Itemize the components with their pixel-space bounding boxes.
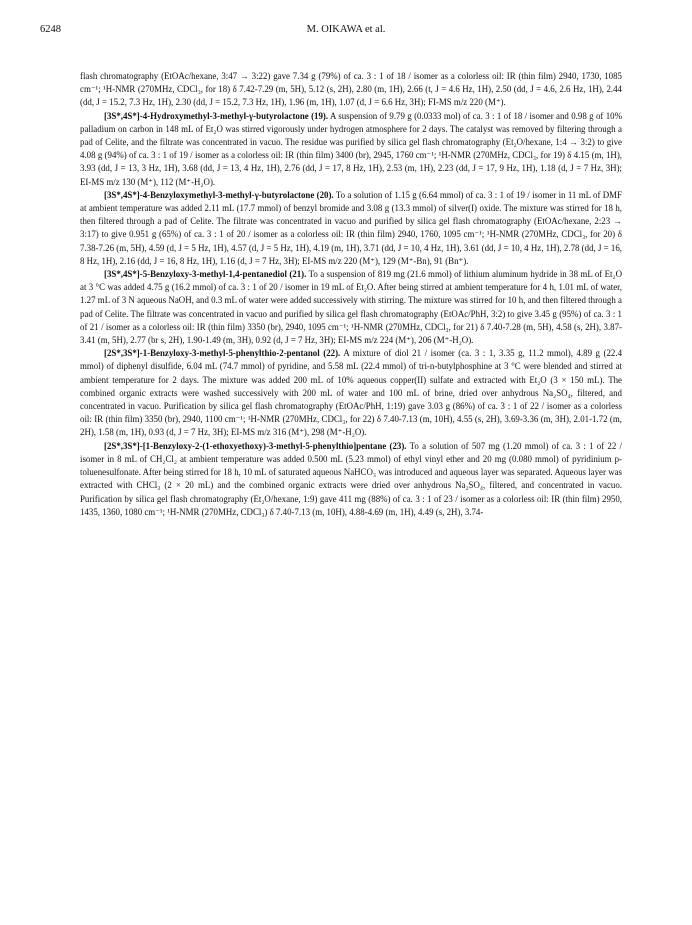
compound-heading: [2S*,3S*]-[1-Benzyloxy-2-(1-ethoxyethoxy)-3-methyl-5-phenylthio]pentane (23). — [104, 440, 407, 451]
paragraph-continuation — [80, 70, 622, 110]
paragraph-text: To a solution of 1.15 g (6.64 mmol) of ca. 3 : 1 of 19 / isomer in 11 mL of DMF at ambient temperature was added 2.11 mL (17.7 mmol) of benzyl bromide and 3.08 g (13.3 mmol) of silver(I) oxide. The mixture was stirred for 18 h, then filtered through a pad of Celite. The filtrate was concentrated in vacuo and purified by silica gel flash chromatography (EtOAc/hexane, 2:23 → 3:17) to give 0.951 g (65%) of ca. 3 : 1 of 20 / isomer as a colorless oil: IR (thin film) 2940, 1760, 1095 cm⁻¹; ¹H-NMR (270MHz, CDCl₃, for 20) δ 7.38-7.26 (m, 5H), 4.59 (d, J = 5 Hz, 1H), 4.57 (d, J = 5 Hz, 1H), 4.19 (m, 1H), 3.71 (dd, J = 10, 4 Hz, 1H), 3.61 (dd, J = 10, 4 Hz, 1H), 2.78 (dd, J = 16, 8 Hz, 1H), 2.16 (dd, J = 16, 8 Hz, 1H), 1.16 (d, J = 7 Hz, 3H); EI-MS m/z 220 (M⁺), 129 (M⁺-Bn), 91 (Bn⁺). — [80, 189, 623, 266]
compound-heading: [3S*,4S*]-4-Hydroxymethyl-3-methyl-γ-butyrolactone (19). — [104, 110, 329, 121]
page-header — [40, 24, 652, 40]
paragraph-text: To a suspension of 819 mg (21.6 mmol) of lithium aluminum hydride in 38 mL of Et₂O at 3 °C was added 4.75 g (16.2 mmol) of ca. 3 : 1 of 20 / isomer in 19 mL of Et₂O. After being stirred at ambient temperature for 4 h, 1.01 mL of water, 1.27 mL of 3 N aqueous NaOH, and 0.3 mL of water were added successively with stirring. The mixture was stirred for 10 h, and then filtered through a pad of Celite. The filtrate was concentrated in vacuo and purified by silica gel flash chromatography (EtOAc/PhH, 3:2) to give 3.45 g (95%) of ca. 3 : 1 of 21 / isomer as a colorless oil: IR (thin film) 3350 (br), 2940, 1095 cm⁻¹; ¹H-NMR (270MHz, CDCl₃, for 21) δ 7.40-7.28 (m, 5H), 4.58 (s, 2H), 3.87-3.41 (m, 5H), 2.77 (br s, 2H), 1.90-1.49 (m, 3H), 0.92 (d, J = 7 Hz, 3H); EI-MS m/z 224 (M⁺), 206 (M⁺-H₂O). — [80, 269, 623, 346]
page-number: 6248 — [40, 24, 61, 35]
paragraph-text: A mixture of diol 21 / isomer (ca. 3 : 1, 3.35 g, 11.2 mmol), 4.89 g (22.4 mmol) of diphenyl disulfide, 6.04 mL (74.7 mmol) of pyridine, and 5.58 mL (22.4 mmol) of tri-n-butylphosphine at 3 °C were blended and stirred at ambient temperature for 2 days. The mixture was added 200 mL of 10% aqueous copper(II) sulfate and extracted with Et₂O (3 × 150 mL). The combined organic extracts were washed successively with 200 mL of water and 100 mL of brine, dried over anhydrous Na₂SO₄, filtered, and concentrated in vacuo. Purification by silica gel flash chromatography (EtOAc/PhH, 1:19) gave 3.03 g (86%) of ca. 3 : 1 of 22 / isomer as a colorless oil: IR (thin film) 3350 (br), 2940, 1100 cm⁻¹; ¹H-NMR (270MHz, CDCl₃, for 22) δ 7.40-7.13 (m, 10H), 4.55 (s, 2H), 3.69-3.36 (m, 3H), 2.01-1.72 (m, 2H), 1.58 (m, 1H), 0.93 (d, J = 7 Hz, 3H); EI-MS m/z 316 (M⁺), 298 (M⁺-H₂O). — [80, 348, 623, 438]
paragraph-text: To a solution of 507 mg (1.20 mmol) of ca. 3 : 1 of 22 / isomer in 8 mL of CH₂Cl₂ at ambient temperature was added 0.500 mL (5.23 mmol) of ethyl vinyl ether and 20 mg (0.080 mmol) of pyridinium p-toluenesulfonate. After being stirred for 18 h, 10 mL of saturated aqueous NaHCO₃ was introduced and aqueous layer was separated. Aqueous layer was extracted with CHCl₃ (2 × 20 mL) and the combined organic extracts were dried over anhydrous Na₂SO₄, filtered, and concentrated in vacuo. Purification by silica gel flash chromatography (Et₂O/hexane, 1:9) gave 411 mg (88%) of ca. 3 : 1 of 23 / isomer as a colorless oil: IR (thin film) 2950, 1435, 1360, 1080 cm⁻¹; ¹H-NMR (270MHz, CDCl₃) δ 7.40-7.13 (m, 10H), 4.88-4.69 (m, 1H), 4.49 (s, 2H), 3.74- — [80, 440, 623, 517]
compound-heading: [2S*,3S*]-1-Benzyloxy-3-methyl-5-phenylthio-2-pentanol (22). — [104, 348, 341, 359]
paragraph-compound-23 — [80, 440, 622, 519]
compound-heading: [3S*,4S*]-4-Benzyloxymethyl-3-methyl-γ-butyrolactone (20). — [104, 189, 334, 200]
running-head: M. OIKAWA et al. — [306, 24, 386, 35]
experimental-section — [80, 70, 622, 519]
paragraph-compound-22 — [80, 347, 622, 439]
paragraph-compound-21 — [80, 268, 622, 347]
paragraph-text: A suspension of 9.79 g (0.0333 mol) of ca. 3 : 1 of 18 / isomer and 0.98 g of 10% palladium on carbon in 148 mL of Et₂O was stirred vigorously under hydrogen atmosphere for 2 days. The catalyst was removed by filtering through a pad of Celite, and the filtrate was concentrated in vacuo. The residue was purified by silica gel flash chromatography (Et₂O/hexane, 1:4 → 3:2) to give 4.08 g (94%) of ca. 3 : 1 of 19 / isomer as a colorless oil: IR (thin film) 3400 (br), 2945, 1760 cm⁻¹; ¹H-NMR (270MHz, CDCl₃, for 19) δ 4.15 (m, 1H), 3.93 (dd, J = 13, 3 Hz, 1H), 3.68 (dd, J = 13, 4 Hz, 1H), 2.76 (dd, J = 17, 8 Hz, 1H), 2.53 (m, 1H), 2.23 (dd, J = 17, 9 Hz, 1H), 1.18 (d, J = 7 Hz, 3H); EI-MS m/z 130 (M⁺), 112 (M⁺-H₂O). — [80, 110, 622, 187]
paragraph-compound-20 — [80, 189, 622, 268]
paragraph-text: flash chromatography (EtOAc/hexane, 3:47 → 3:22) gave 7.34 g (79%) of ca. 3 : 1 of 18 / isomer as a colorless oil: IR (thin film) 2940, 1730, 1085 cm⁻¹; ¹H-NMR (270MHz, CDCl₃, for 18) δ 7.42-7.29 (m, 5H), 5.12 (s, 2H), 2.80 (m, 1H), 2.66 (t, J = 4.6 Hz, 1H), 2.50 (dd, J = 4.6, 2.6 Hz, 1H), 2.44 (dd, J = 15.2, 7.3 Hz, 1H), 2.30 (dd, J = 15.2, 7.3 Hz, 1H), 1.96 (m, 1H), 1.07 (d, J = 6.6 Hz, 3H); FI-MS m/z 220 (M⁺). — [80, 71, 622, 108]
paragraph-compound-19 — [80, 110, 622, 189]
compound-heading: [3S*,4S*]-5-Benzyloxy-3-methyl-1,4-pentanediol (21). — [104, 269, 307, 280]
